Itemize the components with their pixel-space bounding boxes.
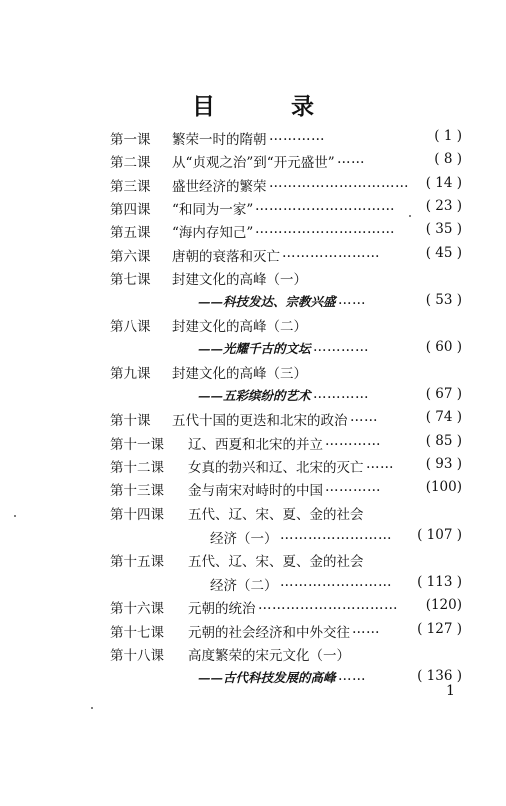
lesson-title: 封建文化的高峰（二） bbox=[172, 319, 307, 335]
scan-speck bbox=[409, 215, 411, 217]
leader-dots: ………… bbox=[313, 339, 369, 355]
lesson-title: 金与南宋对峙时的中国 bbox=[188, 483, 323, 499]
lesson-title: 女真的勃兴和辽、北宋的灭亡 bbox=[188, 460, 364, 476]
lesson-title: 封建文化的高峰（三） bbox=[172, 366, 307, 382]
leader-dots: …… bbox=[338, 292, 366, 308]
lesson-number: 第十一课 bbox=[110, 437, 164, 453]
page-ref: ( 136 ) bbox=[417, 668, 462, 684]
page-ref: ( 93 ) bbox=[425, 456, 462, 472]
toc-entry bbox=[110, 386, 462, 406]
page-title: 目 录 bbox=[191, 93, 348, 120]
lesson-number: 第二课 bbox=[110, 155, 151, 171]
lesson-number: 第八课 bbox=[110, 319, 151, 335]
leader-dots: …… bbox=[337, 151, 365, 167]
lesson-title: ——光耀千古的文坛 bbox=[198, 341, 311, 356]
page-ref: ( 127 ) bbox=[417, 621, 462, 637]
leader-dots: ………… bbox=[325, 433, 381, 449]
leader-dots: ………………………… bbox=[255, 198, 395, 214]
toc-entry bbox=[110, 456, 462, 476]
lesson-title: 五代十国的更迭和北宋的政治 bbox=[172, 413, 348, 429]
toc-entry bbox=[110, 339, 462, 359]
page-ref: ( 35 ) bbox=[425, 221, 462, 237]
toc-entry bbox=[110, 221, 462, 241]
lesson-title: ——古代科技发展的高峰 bbox=[198, 670, 336, 685]
leader-dots: ………………………… bbox=[269, 175, 409, 191]
toc-entry bbox=[110, 151, 462, 171]
lesson-title: ——五彩缤纷的艺术 bbox=[198, 388, 311, 403]
page-ref: ( 74 ) bbox=[425, 409, 462, 425]
lesson-title: 繁荣一时的隋朝 bbox=[172, 132, 267, 148]
page-ref: ( 85 ) bbox=[425, 433, 462, 449]
lesson-title: 从“贞观之治”到“开元盛世” bbox=[172, 155, 335, 171]
lesson-number: 第四课 bbox=[110, 202, 151, 218]
leader-dots: …… bbox=[352, 621, 380, 637]
lesson-number: 第十三课 bbox=[110, 483, 164, 499]
scan-speck bbox=[14, 515, 16, 517]
toc-entry bbox=[110, 479, 462, 499]
page-ref: ( 67 ) bbox=[425, 386, 462, 402]
toc-entry bbox=[110, 527, 462, 547]
lesson-title: 元朝的社会经济和中外交往 bbox=[188, 625, 350, 641]
toc-entry bbox=[110, 245, 462, 265]
page-ref: ( 8 ) bbox=[434, 151, 462, 167]
toc-entry bbox=[110, 315, 462, 335]
page-ref: ( 45 ) bbox=[425, 245, 462, 261]
lesson-number: 第十二课 bbox=[110, 460, 164, 476]
leader-dots: ………………… bbox=[282, 245, 380, 261]
leader-dots: …… bbox=[338, 668, 366, 684]
page-ref: ( 23 ) bbox=[425, 198, 462, 214]
toc-entry bbox=[110, 550, 462, 570]
lesson-number: 第九课 bbox=[110, 366, 151, 382]
toc-entry bbox=[110, 268, 462, 288]
page-number: 1 bbox=[446, 683, 455, 699]
lesson-number: 第六课 bbox=[110, 249, 151, 265]
toc-entry bbox=[110, 644, 462, 664]
page-ref: ( 107 ) bbox=[417, 527, 462, 543]
toc-entry bbox=[110, 621, 462, 641]
leader-dots: ………………………… bbox=[255, 221, 395, 237]
lesson-title: 封建文化的高峰（一） bbox=[172, 272, 307, 288]
lesson-title: 元朝的统治 bbox=[188, 601, 256, 617]
scan-speck bbox=[91, 707, 93, 709]
lesson-title: ——科技发达、宗教兴盛 bbox=[198, 294, 336, 309]
toc-entry bbox=[110, 668, 462, 688]
lesson-title: “和同为一家” bbox=[172, 202, 254, 218]
lesson-title: 盛世经济的繁荣 bbox=[172, 179, 267, 195]
lesson-number: 第十四课 bbox=[110, 507, 164, 523]
leader-dots: ………… bbox=[313, 386, 369, 402]
page-ref: ( 53 ) bbox=[425, 292, 462, 308]
toc-entry bbox=[110, 175, 462, 195]
toc-entry bbox=[110, 597, 462, 617]
page-ref: ( 113 ) bbox=[417, 574, 462, 590]
lesson-title: 经济（一） bbox=[210, 531, 278, 547]
lesson-title: “海内存知己” bbox=[172, 225, 254, 241]
lesson-number: 第十八课 bbox=[110, 648, 164, 664]
leader-dots: ………… bbox=[325, 479, 381, 495]
page-ref: ( 60 ) bbox=[425, 339, 462, 355]
lesson-number: 第五课 bbox=[110, 225, 151, 241]
lesson-number: 第七课 bbox=[110, 272, 151, 288]
leader-dots: …………………… bbox=[280, 527, 392, 543]
lesson-title: 辽、西夏和北宋的并立 bbox=[188, 437, 323, 453]
toc-entry bbox=[110, 128, 462, 148]
toc-entry bbox=[110, 409, 462, 429]
toc-entry bbox=[110, 292, 462, 312]
lesson-number: 第十课 bbox=[110, 413, 151, 429]
lesson-number: 第三课 bbox=[110, 179, 151, 195]
leader-dots: ………………………… bbox=[258, 597, 398, 613]
toc-entry bbox=[110, 433, 462, 453]
lesson-number: 第一课 bbox=[110, 132, 151, 148]
toc-entry bbox=[110, 362, 462, 382]
lesson-number: 第十五课 bbox=[110, 554, 164, 570]
page-ref: ( 1 ) bbox=[434, 128, 462, 144]
lesson-title: 高度繁荣的宋元文化（一） bbox=[188, 648, 350, 664]
lesson-number: 第十七课 bbox=[110, 625, 164, 641]
leader-dots: …… bbox=[366, 456, 394, 472]
leader-dots: …… bbox=[350, 409, 378, 425]
toc-entry bbox=[110, 574, 462, 594]
leader-dots: …………………… bbox=[280, 574, 392, 590]
page-ref: ( 14 ) bbox=[425, 175, 462, 191]
lesson-title: 五代、辽、宋、夏、金的社会 bbox=[188, 554, 364, 570]
lesson-title: 五代、辽、宋、夏、金的社会 bbox=[188, 507, 364, 523]
lesson-title: 经济（二） bbox=[210, 578, 278, 594]
lesson-number: 第十六课 bbox=[110, 601, 164, 617]
page-ref: (100) bbox=[425, 479, 462, 495]
page-ref: (120) bbox=[425, 597, 462, 613]
leader-dots: ………… bbox=[269, 128, 325, 144]
toc-entry bbox=[110, 503, 462, 523]
lesson-title: 唐朝的衰落和灭亡 bbox=[172, 249, 280, 265]
